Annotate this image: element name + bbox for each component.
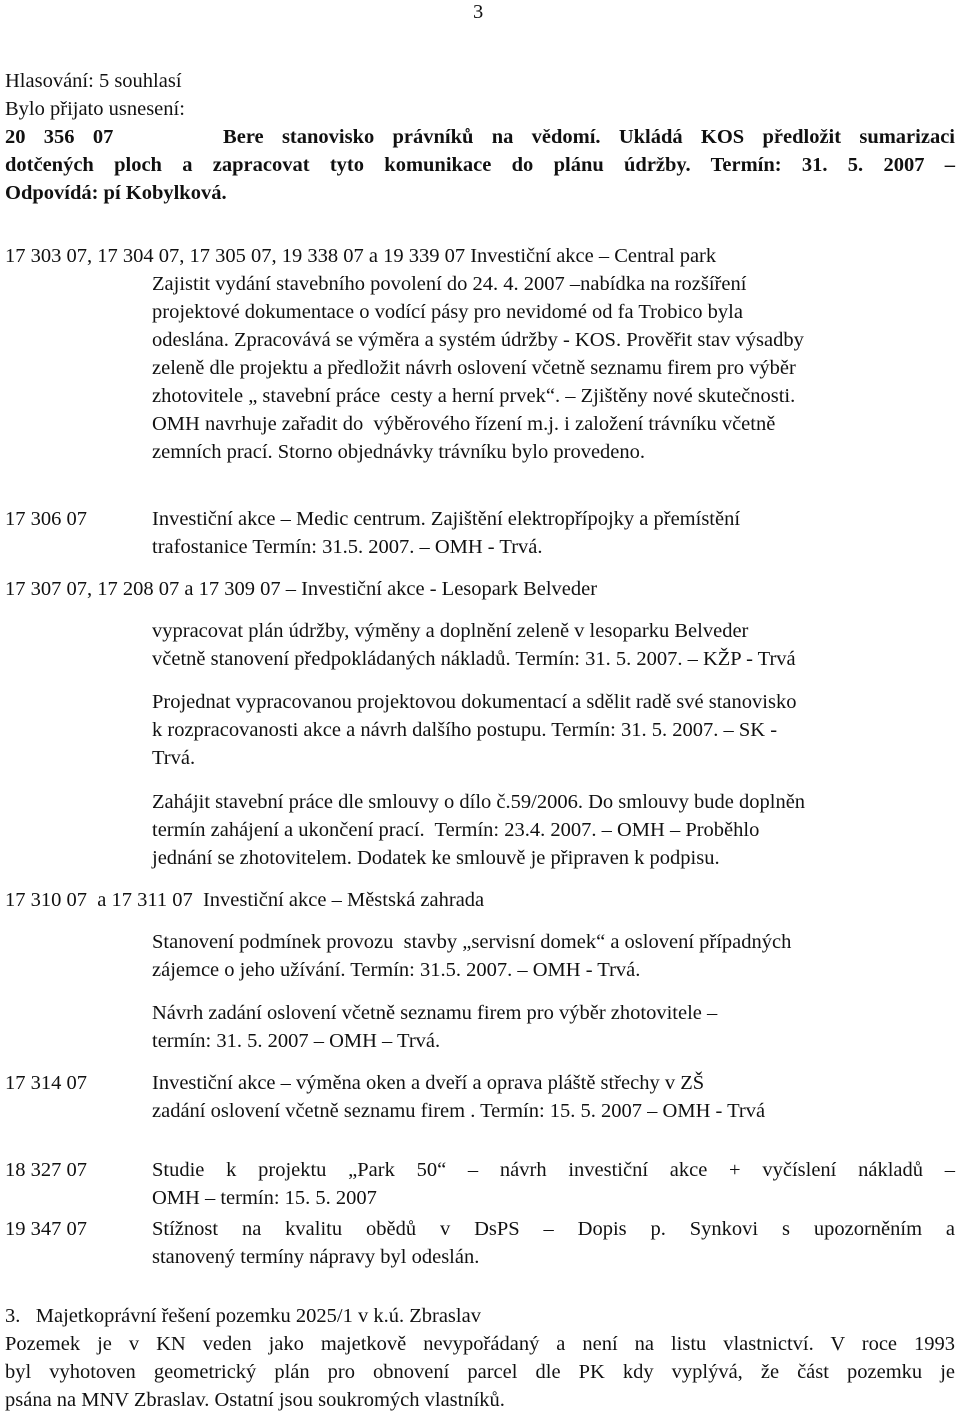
dps-number: 19 347 07 [5, 1218, 87, 1240]
central-park-line: OMH navrhuje zařadit do výběrového řízení m.j. i založení trávníku včetně [152, 413, 776, 435]
park50-number: 18 327 07 [5, 1159, 87, 1181]
section-3 [5, 1302, 955, 1414]
dps-line: stanovený termíny nápravy byl odeslán. [152, 1246, 480, 1268]
lesopark-line: Projednat vypracovanou projektovou dokumentací a sdělit radě své stanovisko [152, 691, 797, 713]
medic-line: Investiční akce – Medic centrum. Zajištění elektropřípojky a přemístění [152, 508, 741, 530]
zs-line: zadání oslovení včetně seznamu firem . Termín: 15. 5. 2007 – OMH - Trvá [152, 1100, 766, 1122]
zs-line: Investiční akce – výměna oken a dveří a oprava pláště střechy v ZŠ [152, 1072, 705, 1094]
zahrada-paragraph-1 [152, 928, 950, 984]
dps-line: Stížnost na kvalitu obědů v DsPS – Dopis p. Synkovi s upozorněním a [152, 1218, 955, 1240]
zahrada-paragraph-2 [152, 999, 950, 1055]
dps-body [152, 1215, 955, 1271]
lesopark-line: včetně stanovení předpokládaných nákladů. Termín: 31. 5. 2007. – KŽP - Trvá [152, 648, 796, 670]
zahrada-line: Návrh zadání oslovení včetně seznamu firem pro výběr zhotovitele – [152, 1002, 718, 1024]
section-3-line: byl vyhotoven geometrický plán pro obnovení parcel dle PK kdy vyplývá, že část pozemku je [5, 1361, 955, 1383]
section-3-line: Pozemek je v KN veden jako majetkově nevypořádaný a není na listu vlastnictví. V roce 1993 [5, 1333, 955, 1355]
zahrada-line: termín: 31. 5. 2007 – OMH – Trvá. [152, 1030, 441, 1052]
lesopark-line: jednání se zhotovitelem. Dodatek ke smlouvě je připraven k podpisu. [152, 847, 720, 869]
lesopark-line: k rozpracovanosti akce a návrh dalšího postupu. Termín: 31. 5. 2007. – SK - [152, 719, 778, 741]
central-park-heading-text: 17 303 07, 17 304 07, 17 305 07, 19 338 07 a 19 339 07 Investiční akce – Central park [5, 245, 717, 267]
zs-number: 17 314 07 [5, 1072, 87, 1094]
lesopark-paragraph-2 [152, 688, 950, 772]
medic-body [152, 505, 955, 561]
park50-body [152, 1156, 955, 1212]
zahrada-line: zájemce o jeho užívání. Termín: 31.5. 2007. – OMH - Trvá. [152, 959, 641, 981]
lesopark-line: Trvá. [152, 747, 196, 769]
park50-line: OMH – termín: 15. 5. 2007 [152, 1187, 377, 1209]
central-park-line: Zajistit vydání stavebního povolení do 24. 4. 2007 –nabídka na rozšíření [152, 273, 747, 295]
lesopark-paragraph-3 [152, 788, 950, 872]
lesopark-line: vypracovat plán údržby, výměny a doplnění zeleně v lesoparku Belveder [152, 620, 749, 642]
vote-result: Hlasování: 5 souhlasí [5, 70, 182, 92]
page-number: 3 [473, 1, 484, 23]
zs-item [5, 1069, 955, 1125]
park50-item [5, 1156, 955, 1212]
central-park-heading [5, 242, 955, 270]
central-park-line: zemních prací. Storno objednávky trávníku bylo provedeno. [152, 441, 646, 463]
central-park-line: zhotovitele „ stavební práce cesty a herní prvek“. – Zjištěny nové skutečnosti. [152, 385, 796, 407]
section-3-line: psána na MNV Zbraslav. Ostatní jsou soukromých vlastníků. [5, 1389, 505, 1411]
lesopark-line: Zahájit stavební práce dle smlouvy o dílo č.59/2006. Do smlouvy bude doplněn [152, 791, 806, 813]
resolution-line-1: 20 356 07 Bere stanovisko právníků na vědomí. Ukládá KOS předložit sumarizaci [5, 126, 955, 148]
zahrada-heading [5, 886, 955, 914]
resolution-line-3: Odpovídá: pí Kobylková. [5, 182, 227, 204]
medic-item [5, 505, 955, 561]
zs-body [152, 1069, 955, 1125]
section-3-heading: 3. Majetkoprávní řešení pozemku 2025/1 v k.ú. Zbraslav [5, 1305, 481, 1327]
lesopark-paragraph-1 [152, 617, 950, 673]
park50-line: Studie k projektu „Park 50“ – návrh investiční akce + vyčíslení nákladů – [152, 1159, 955, 1181]
medic-number: 17 306 07 [5, 508, 87, 530]
zahrada-line: Stanovení podmínek provozu stavby „servisní domek“ a oslovení případných [152, 931, 792, 953]
medic-line: trafostanice Termín: 31.5. 2007. – OMH - Trvá. [152, 536, 543, 558]
lesopark-heading-text: 17 307 07, 17 208 07 a 17 309 07 – Investiční akce - Lesopark Belveder [5, 578, 598, 600]
lesopark-line: termín zahájení a ukončení prací. Termín: 23.4. 2007. – OMH – Proběhlo [152, 819, 760, 841]
zahrada-heading-text: 17 310 07 a 17 311 07 Investiční akce – Městská zahrada [5, 889, 485, 911]
central-park-line: odeslána. Zpracovává se výměra a systém údržby - KOS. Prověřit stav výsadby [152, 329, 804, 351]
resolution-intro: Bylo přijato usnesení: [5, 98, 185, 120]
lesopark-heading [5, 575, 955, 603]
central-park-body [152, 270, 955, 466]
resolution-line-2: dotčených ploch a zapracovat tyto komunikace do plánu údržby. Termín: 31. 5. 2007 – [5, 154, 955, 176]
vote-section [5, 67, 955, 207]
central-park-line: projektové dokumentace o vodící pásy pro nevidomé od fa Trobico byla [152, 301, 743, 323]
central-park-line: zeleně dle projektu a předložit návrh oslovení včetně seznamu firem pro výběr [152, 357, 796, 379]
dps-item [5, 1215, 955, 1271]
